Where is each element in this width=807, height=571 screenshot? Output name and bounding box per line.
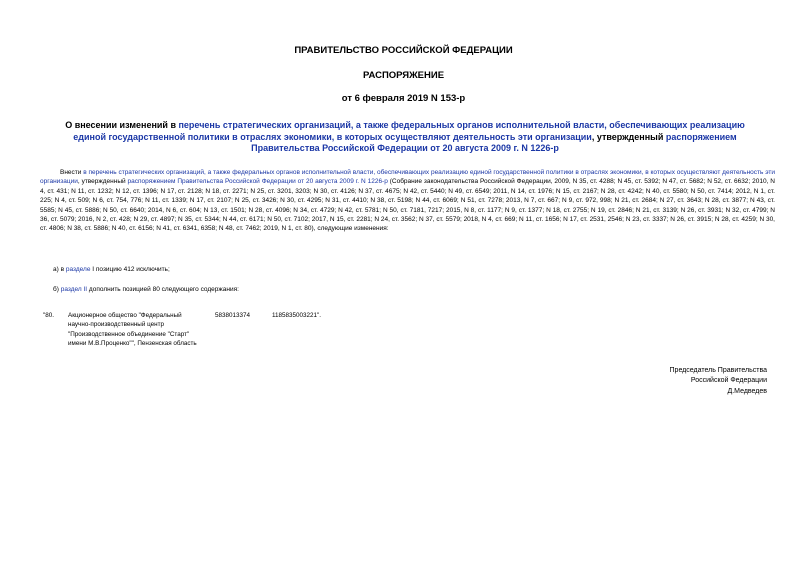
document-title <box>55 120 755 155</box>
org-line: научно-производственный центр <box>68 321 165 329</box>
item-b <box>53 286 239 293</box>
item-b-section-link[interactable]: раздел II <box>60 286 88 293</box>
item-a-prefix: а) в <box>53 266 66 273</box>
main-paragraph <box>40 168 775 234</box>
signature-block <box>670 366 767 397</box>
body-mid: , утвержденный <box>77 178 128 186</box>
title-prefix: О внесении изменений в <box>65 120 179 130</box>
item-a <box>53 266 170 273</box>
body-decree-link[interactable]: распоряжением Правительства Российской Федерации от 20 августа 2009 г. N 1226-р <box>127 178 388 186</box>
government-heading: ПРАВИТЕЛЬСТВО РОССИЙСКОЙ ФЕДЕРАЦИИ <box>294 45 513 56</box>
document-date-number: от 6 февраля 2019 N 153-р <box>341 93 466 104</box>
title-decree-link[interactable]: распоряжением Правительства Российской Федерации от 20 августа 2009 г. N 1226-р <box>251 131 737 153</box>
ogrn-value: 1185835003221". <box>272 312 322 319</box>
document-type: РАСПОРЯЖЕНИЕ <box>362 70 445 81</box>
signature-line: Российской Федерации <box>690 377 767 385</box>
item-a-suffix: I позицию 412 исключить; <box>90 266 170 273</box>
org-line: имени М.В.Проценко"", Пензенская область <box>68 340 197 348</box>
title-strategic-list-link[interactable]: перечень стратегических организаций, а также федеральных органов исполнительной власти, обеспечивающих реализацию единой государственной политики в отраслях экономики, в которых осуществляют деятельность эти организации <box>73 120 745 142</box>
item-b-prefix: б) <box>53 286 61 293</box>
signature-line: Председатель Правительства <box>669 367 767 374</box>
org-line: "Производственное объединение "Старт" <box>68 330 190 338</box>
position-number: "80. <box>43 312 54 319</box>
body-intro: Внести <box>60 169 84 176</box>
organization-name <box>68 311 208 349</box>
title-middle: , утвержденный <box>591 131 666 142</box>
item-b-suffix: дополнить позицией 80 следующего содержания: <box>87 286 239 293</box>
item-a-section-link[interactable]: разделе <box>65 266 91 273</box>
body-rest: (Собрание законодательства Российской Федерации, 2009, N 35, ст. 4288; N 45, ст. 5392; N 47, ст. 5682; N 52, ст. 6632; 2010, N 4, ст. 431; N 11, ст. 1232; N 12, ст. 1396; N 17, ст. 2128; N 18, ст. 2271; N 25, ст. 3201, 3203; N 30, ст. 4126; N 37, ст. 4675; N 42, ст. 5440; N 49, ст. 6549; 2011, N 14, ст. 1976; N 15, ст. 2167; N 28, ст. 4242; N 40, ст. 5580; N 50, ст. 7414; 2012, N 1, ст. 225; N 4, ст. 509; N 6, ст. 754, 776; N 11, ст. 1339; N 17, ст. 2107; N 25, ст. 3426; N 30, ст. 4295; N 31, ст. 4410; N 38, ст. 5198; N 44, ст. 6069; N 51, ст. 7278; 2013, N 7, ст. 667; N 9, ст. 972, 998; N 21, ст. 2684; N 27, ст. 3643; N 28, ст. 3877; N 43, ст. 5585; N 45, ст. 5886; N 50, ст. 6640; 2014, N 6, ст. 604; N 13, ст. 1501; N 28, ст. 4096; N 34, ст. 4729; N 42, ст. 5781; N 50, ст. 7181, 7217; 2015, N 8, ст. 1177; N 9, ст. 1377; N 18, ст. 2755; N 19, ст. 2846; N 21, ст. 3139; N 26, ст. 3931; N 32, ст. 4799; N 36, ст. 5079; 2016, N 2, ст. 428; N 29, ст. 4897; N 35, ст. 5344; N 44, ст. 6171; N 50, ст. 7102; 2017, N 15, ст. 2281; N 24, ст. 3562; N 37, ст. 5579; 2018, N 4, ст. 669; N 11, ст. 1656; N 17, ст. 2531, 2546; N 23, ст. 3337; N 26, ст. 3915; N 28, ст. 4259; N 30, ст. 4806; N 38, ст. 5886; N 40, ст. 6156; N 41, ст. 6341, 6358; N 48, ст. 7462; 2019, N 1, ст. 80), следующие изменения: <box>40 178 775 233</box>
signature-name: Д.Медведев <box>727 387 767 395</box>
org-line: Акционерное общество "Федеральный <box>68 312 182 319</box>
inn-value: 5838013374 <box>215 312 251 319</box>
body-strategic-list-link[interactable]: в перечень стратегических организаций, а также федеральных органов исполнительной власти, обеспечивающих реализацию единой государственной политики в отраслях экономики, в которых осуществляют деятельность эти организации <box>40 169 775 186</box>
